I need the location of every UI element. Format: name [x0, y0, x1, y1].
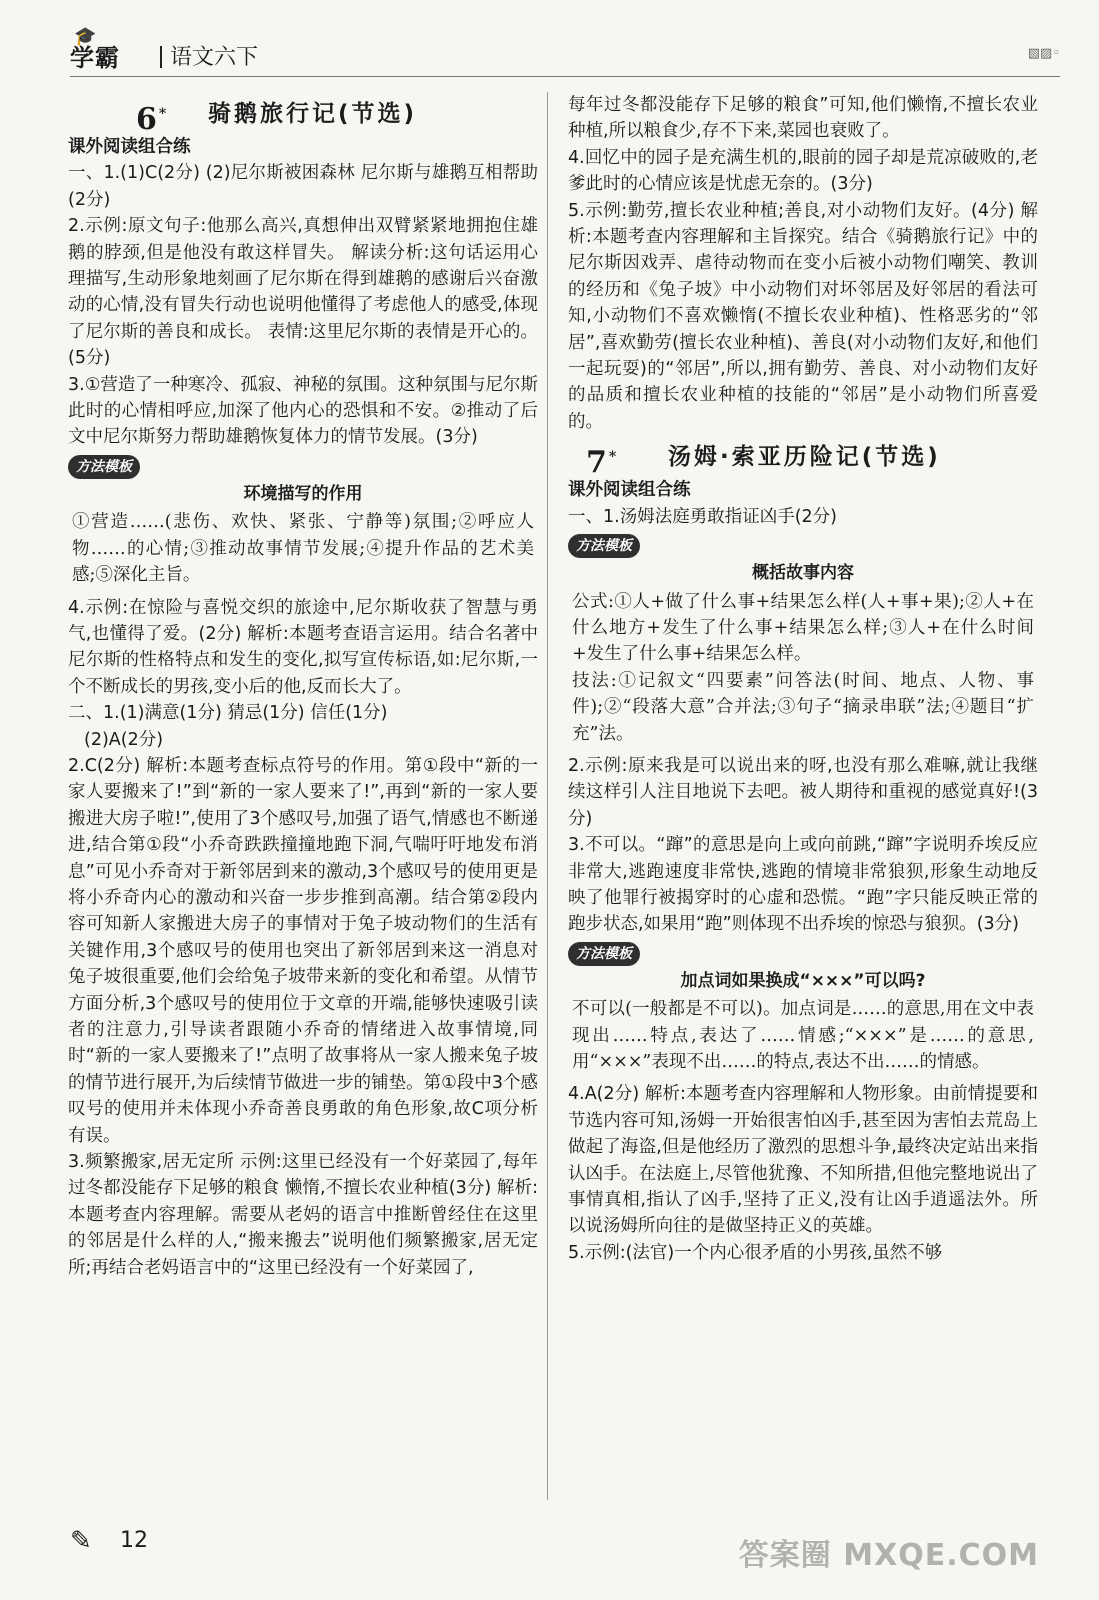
right-column [568, 92, 1038, 1266]
method-body: 技法:①记叙文“四要素”问答法(时间、地点、人物、事件);②“段落大意”合并法;③句子“摘录串联”法;④题目“扩充”法。 [572, 670, 1034, 744]
method-tag: 方法模板 [568, 942, 640, 966]
method-box [568, 938, 1038, 1076]
answer-paragraph: 一、1.汤姆法庭勇敢指证凶手(2分) [568, 506, 837, 527]
answer-paragraph: 2.示例:原来我是可以说出来的呀,也没有那么难嘛,就让我继续这样引人注目地说下去吧。被人期待和重视的感觉真好!(3分) [568, 755, 1038, 829]
answer-paragraph: (2)A(2分) [84, 729, 164, 750]
section-number: 7 * [586, 445, 617, 481]
answer-paragraph: 一、1.(1)C(2分) (2)尼尔斯被困森林 尼尔斯与雄鹅互相帮助(2分) [68, 163, 538, 210]
method-box [568, 530, 1038, 747]
method-body: 不可以(一般都是不可以)。加点词是……的意思,用在文中表现出……特点,表达了……情感;“×××”是……的意思,用“×××”表现不出……的特点,表达不出……的情感。 [572, 999, 1034, 1072]
pencil-icon: ✎ [70, 1526, 92, 1556]
answer-paragraph: 2.C(2分) 解析:本题考查标点符号的作用。第①段中“新的一家人要搬来了!”到“新的一家人要来了!”,再到“新的一家人要搬进大房子啦!”,使用了3个感叹号,加强了语气,情感也不断递进,结合第①段“小乔奇跌跌撞撞地跑下洞,气喘吁吁地发布消息”可见小乔奇对于新邻居到来的激动,3个感叹号的使用更是将小乔奇内心的激动和兴奋一步步推到高潮。结合第②段内容可知新人家搬进大房子的事情对于兔子坡动物们的生活有关键作用,3个感叹号的使用也突出了新邻居到来这一消息对兔子坡很重要,他们会给兔子坡带来新的变化和希望。从情节方面分析,3个感叹号的使用位于文章的开端,能够快速吸引读者的注意力,引导读者跟随小乔奇的情绪进入故事情境,同时“新的一家人要搬来了!”点明了故事将从一家人搬来兔子坡的情节进行展开,为后续情节做进一步的铺垫。第①段中3个感叹号的使用并未体现小乔奇善良勇敢的角色形象,故C项分析有误。 [68, 755, 538, 1146]
section-name: 骑鹅旅行记(节选) [208, 101, 418, 127]
left-column [68, 92, 538, 1281]
header-rule [70, 76, 1060, 77]
answer-paragraph: 5.示例:勤劳,擅长农业种植;善良,对小动物们友好。(4分) 解析:本题考查内容理解和主旨探究。结合《骑鹅旅行记》中的尼尔斯因戏弄、虐待动物而在变小后被小动物们嘲笑、教训的经历和《兔子坡》中小动物们对坏邻居及好邻居的看法可知,小动物们不喜欢懒惰(不擅长农业种植)、性格恶劣的“邻居”,喜欢勤劳(擅长农业种植)、善良(对小动物们友好,和他们一起玩耍)的“邻居”,所以,拥有勤劳、善良、对小动物们友好的品质和擅长农业种植的技能的“邻居”是小动物们所喜爱的。 [568, 200, 1038, 432]
column-divider [547, 92, 548, 1500]
graduation-cap-icon: 🎓 [74, 26, 97, 47]
page-header [70, 26, 1060, 80]
answer-paragraph: 每年过冬都没能存下足够的粮食”可知,他们懒惰,不擅长农业种植,所以粮食少,存不下来,菜园也衰败了。 [568, 95, 1038, 142]
method-tag: 方法模板 [68, 455, 140, 479]
method-body: 公式:①人+做了什么事+结果怎么样(人+事+果);②人+在什么地方+发生了什么事+结果怎么样;③人+在什么时间+发生了什么事+结果怎么样。 [572, 591, 1034, 665]
answer-paragraph: 二、1.(1)满意(1分) 猜忌(1分) 信任(1分) [68, 703, 388, 724]
method-body: ①营造……(悲伤、欢快、紧张、宁静等)氛围;②呼应人物……的心情;③推动故事情节发展;④提升作品的艺术美感;⑤深化主旨。 [72, 512, 534, 586]
header-separator [160, 46, 162, 68]
method-title: 加点词如果换成“×××”可以吗? [680, 970, 926, 991]
section-subtitle: 课外阅读组合练 [568, 480, 691, 501]
answer-paragraph: 3.①营造了一种寒冷、孤寂、神秘的氛围。这种氛围与尼尔斯此时的心情相呼应,加深了他内心的恐惧和不安。②推动了后文中尼尔斯努力帮助雄鹅恢复体力的情节发展。(3分) [68, 374, 538, 448]
answer-paragraph: 3.不可以。“蹿”的意思是向上或向前跳,“蹿”字说明乔埃反应非常大,逃跑速度非常快,逃跑的情境非常狼狈,形象生动地反映了他罪行被揭穿时的心虚和恐慌。“跑”字只能反映正常的跑步状态,如果用“跑”则体现不出乔埃的惊恐与狼狈。(3分) [568, 835, 1038, 935]
answer-paragraph: 3.频繁搬家,居无定所 示例:这里已经没有一个好菜园了,每年过冬都没能存下足够的粮食 懒惰,不擅长农业种植(3分) 解析:本题考查内容理解。需要从老妈的语言中推断曾经住在这里的邻居是什么样的人,“搬来搬去”说明他们频繁搬家,居无定所;再结合老妈语言中的“这里已经没有一个好菜园了, [68, 1152, 538, 1278]
subject-title: 语文六下 [170, 45, 259, 70]
section-name: 汤姆·索亚历险记(节选) [668, 444, 941, 471]
section-7-title [568, 437, 1038, 481]
method-title: 概括故事内容 [752, 563, 854, 584]
section-subtitle: 课外阅读组合练 [68, 137, 191, 157]
section-6-title [68, 94, 538, 137]
brand-logo: 学霸 [70, 44, 120, 72]
answer-paragraph: 4.A(2分) 解析:本题考查内容理解和人物形象。由前情提要和节选内容可知,汤姆一开始很害怕凶手,甚至因为害怕去荒岛上做起了海盗,但是他经历了激烈的思想斗争,最终决定站出来指认凶手。在法庭上,尽管他犹豫、不知所措,但他完整地说出了事情真相,指认了凶手,坚持了正义,没有让凶手逍遥法外。所以说汤姆所向往的是做坚持正义的英雄。 [568, 1084, 1038, 1237]
answer-paragraph: 2.示例:原文句子:他那么高兴,真想伸出双臂紧紧地拥抱住雄鹅的脖颈,但是他没有敢这样冒失。 解读分析:这句话运用心理描写,生动形象地刻画了尼尔斯在得到雄鹅的感谢后兴奋激动的心情,没有冒失行动也说明他懂得了考虑他人的感受,体现了尼尔斯的善良和成长。 表情:这里尼尔斯的表情是开心的。(5分) [68, 216, 538, 369]
method-title: 环境描写的作用 [243, 483, 363, 504]
page-number: 12 [120, 1528, 148, 1553]
method-box [68, 451, 538, 589]
answer-paragraph: 4.示例:在惊险与喜悦交织的旅途中,尼尔斯收获了智慧与勇气,也懂得了爱。(2分) 解析:本题考查语言运用。结合名著中尼尔斯的性格特点和发生的变化,拟写宣传标语,如:尼尔斯,一个不断成长的男孩,变小后的他,反而长大了。 [68, 597, 538, 697]
header-mark: ▧▨◦ [1027, 46, 1060, 61]
watermark: 答案圈 MXQE.COM [738, 1538, 1039, 1573]
section-number: 6 * [136, 102, 167, 137]
answer-paragraph: 4.回忆中的园子是充满生机的,眼前的园子却是荒凉破败的,老爹此时的心情应该是忧虑无奈的。(3分) [568, 147, 1038, 195]
answer-paragraph: 5.示例:(法官)一个内心很矛盾的小男孩,虽然不够 [568, 1242, 943, 1263]
method-tag: 方法模板 [568, 534, 640, 558]
